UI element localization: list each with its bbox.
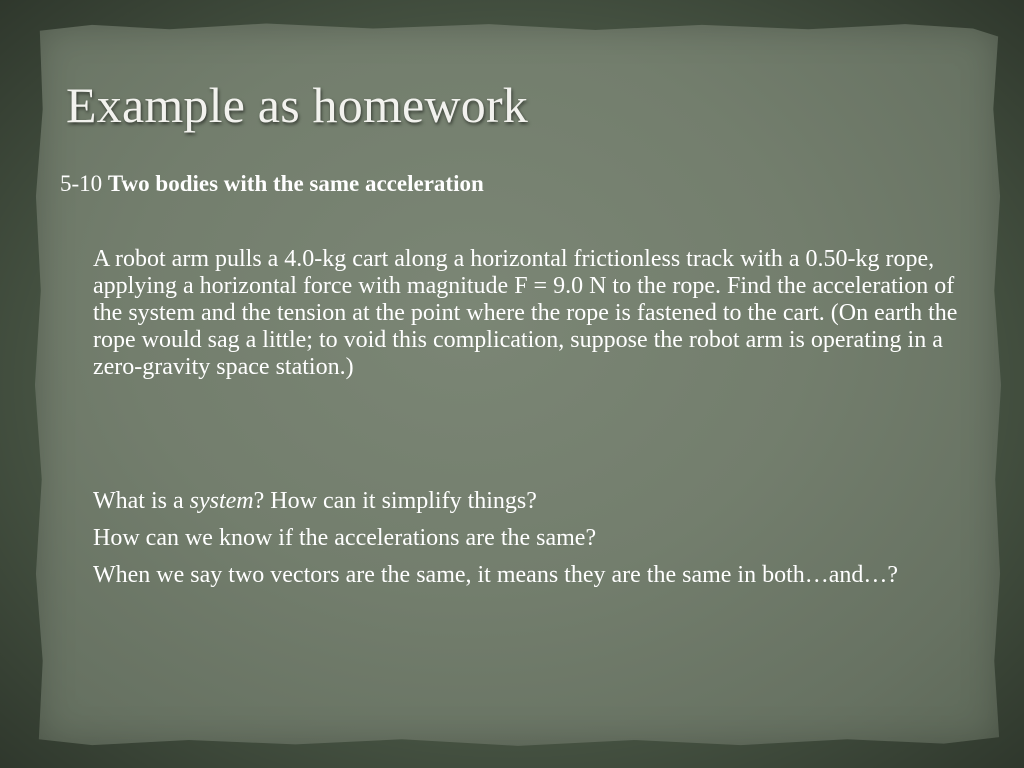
problem-number: 5-10	[60, 171, 103, 196]
slide-content	[60, 170, 960, 588]
question-1-emphasis: system	[189, 488, 254, 514]
problem-text: A robot arm pulls a 4.0-kg cart along a horizontal frictionless track with a 0.50-kg rope, applying a horizontal force with magnitude F = 9.0 N to the rope. Find the acceleration of the system and the tension at the point where the rope is fastened to the cart. (On earth the rope would sag a little; to void this complication, suppose the robot arm is operating in a zero-gravity space station.)	[93, 246, 958, 380]
problem-heading: Two bodies with the same acceleration	[107, 171, 484, 196]
question-item: When we say two vectors are the same, it means they are the same in both…and…?	[93, 562, 899, 588]
slide-title: Example as homework	[66, 77, 529, 133]
question-1-after: ? How can it simplify things?	[253, 488, 537, 514]
question-item: How can we know if the accelerations are the same?	[93, 525, 597, 551]
question-item	[93, 488, 973, 515]
question-1-before: What is a	[93, 488, 190, 514]
problem-heading-line	[60, 170, 960, 197]
question-list	[93, 488, 973, 599]
